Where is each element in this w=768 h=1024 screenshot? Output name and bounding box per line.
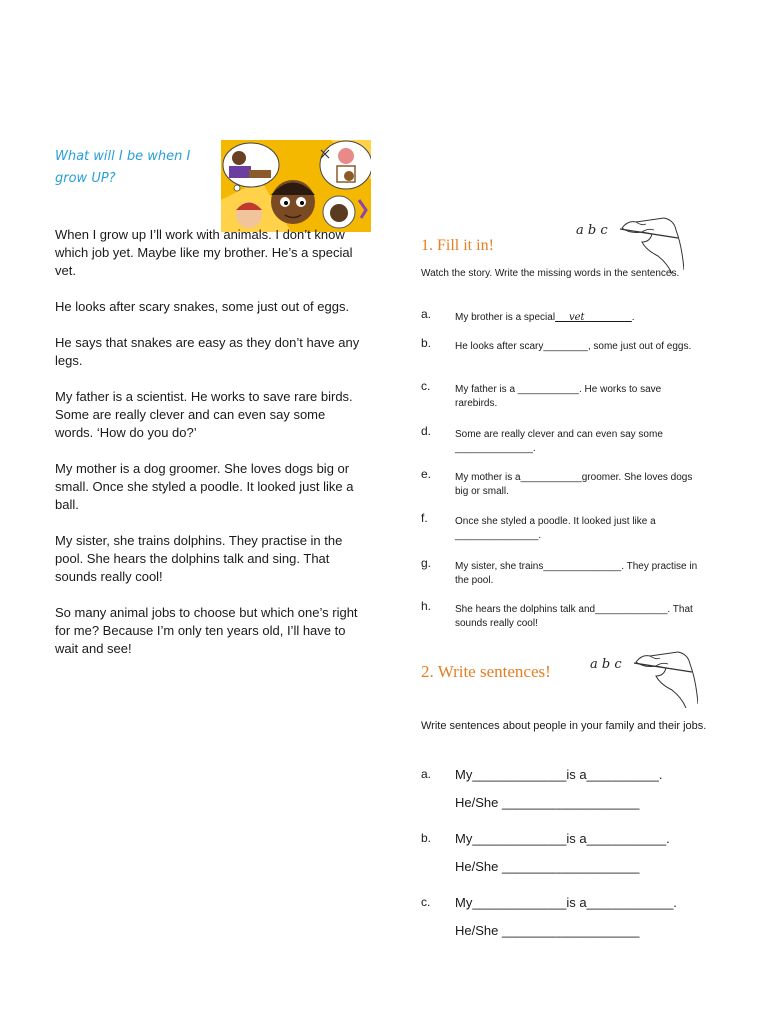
story-paragraph: So many animal jobs to choose but which one’s right for me? Because I’m only ten years old, I’ll have to wait and see! (55, 605, 358, 656)
item-letter: c. (421, 379, 431, 393)
section1-heading (421, 237, 494, 255)
item-line1: My_____________is a___________. (455, 831, 670, 846)
section2-title: Write sentences! (437, 662, 551, 681)
item-text (455, 311, 705, 325)
hand-writing-icon (586, 646, 698, 708)
item-line2: He/She ___________________ (455, 795, 640, 810)
worksheet-title: What will I be when I grow UP? (55, 149, 191, 186)
hand-letters: a b c (590, 657, 622, 672)
item-text: My mother is a___________groomer. She loves dogs big or small. (455, 472, 693, 497)
item-letter: c. (421, 895, 431, 909)
item-line2: He/She ___________________ (455, 923, 640, 938)
story-paragraph: My father is a scientist. He works to save rare birds. Some are really clever and can even say some words. ‘How do you do?’ (55, 389, 353, 440)
item-line1: My_____________is a____________. (455, 895, 677, 910)
story-paragraph: My sister, she trains dolphins. They practise in the pool. She hears the dolphins talk and sing. That sounds really cool! (55, 533, 343, 584)
answer-vet: vet (568, 312, 585, 323)
story-text (55, 226, 365, 676)
section2-instruction: Write sentences about people in your family and their jobs. (421, 720, 707, 732)
hand-writing-icon (572, 212, 684, 274)
item-letter: a. (421, 767, 432, 781)
item-line1: My_____________is a__________. (455, 767, 663, 782)
section1-instruction: Watch the story. Write the missing words in the sentences. (421, 268, 680, 279)
item-letter: a. (421, 307, 432, 321)
item-letter: d. (421, 424, 432, 438)
section2-number: 2. (421, 662, 434, 681)
item-letter: e. (421, 467, 432, 481)
story-paragraph: He looks after scary snakes, some just out of eggs. (55, 299, 350, 314)
item-text: Some are really clever and can even say some ______________. (455, 429, 663, 454)
item-text: My father is a ___________. He works to save rarebirds. (455, 384, 662, 409)
item-letter: h. (421, 599, 432, 613)
item-text-post: . (631, 312, 635, 323)
item-letter: b. (421, 336, 432, 350)
item-text: She hears the dolphins talk and_____________. That sounds really cool! (455, 604, 693, 629)
item-letter: g. (421, 556, 432, 570)
item-line2: He/She ___________________ (455, 859, 640, 874)
kids-dreaming-illustration (221, 140, 371, 232)
story-paragraph: He says that snakes are easy as they don’t have any legs. (55, 335, 360, 368)
section1-number: 1. (421, 237, 433, 254)
story-paragraph: My mother is a dog groomer. She loves dogs big or small. Once she styled a poodle. It looked just like a ball. (55, 461, 354, 512)
section2-heading (421, 662, 551, 682)
item-letter: f. (421, 511, 428, 525)
hand-letters: a b c (576, 223, 608, 238)
story-paragraph: When I grow up I’ll work with animals. I don’t know which job yet. Maybe like my brother. He’s a special vet. (55, 227, 353, 278)
item-text: Once she styled a poodle. It looked just like a _______________. (455, 516, 656, 541)
section1-title: Fill it in! (437, 237, 494, 254)
item-letter: b. (421, 831, 432, 845)
item-text: My sister, she trains______________. They practise in the pool. (455, 561, 698, 586)
item-text-pre: My brother is a special (455, 312, 556, 323)
item-text: He looks after scary________, some just out of eggs. (455, 341, 692, 352)
